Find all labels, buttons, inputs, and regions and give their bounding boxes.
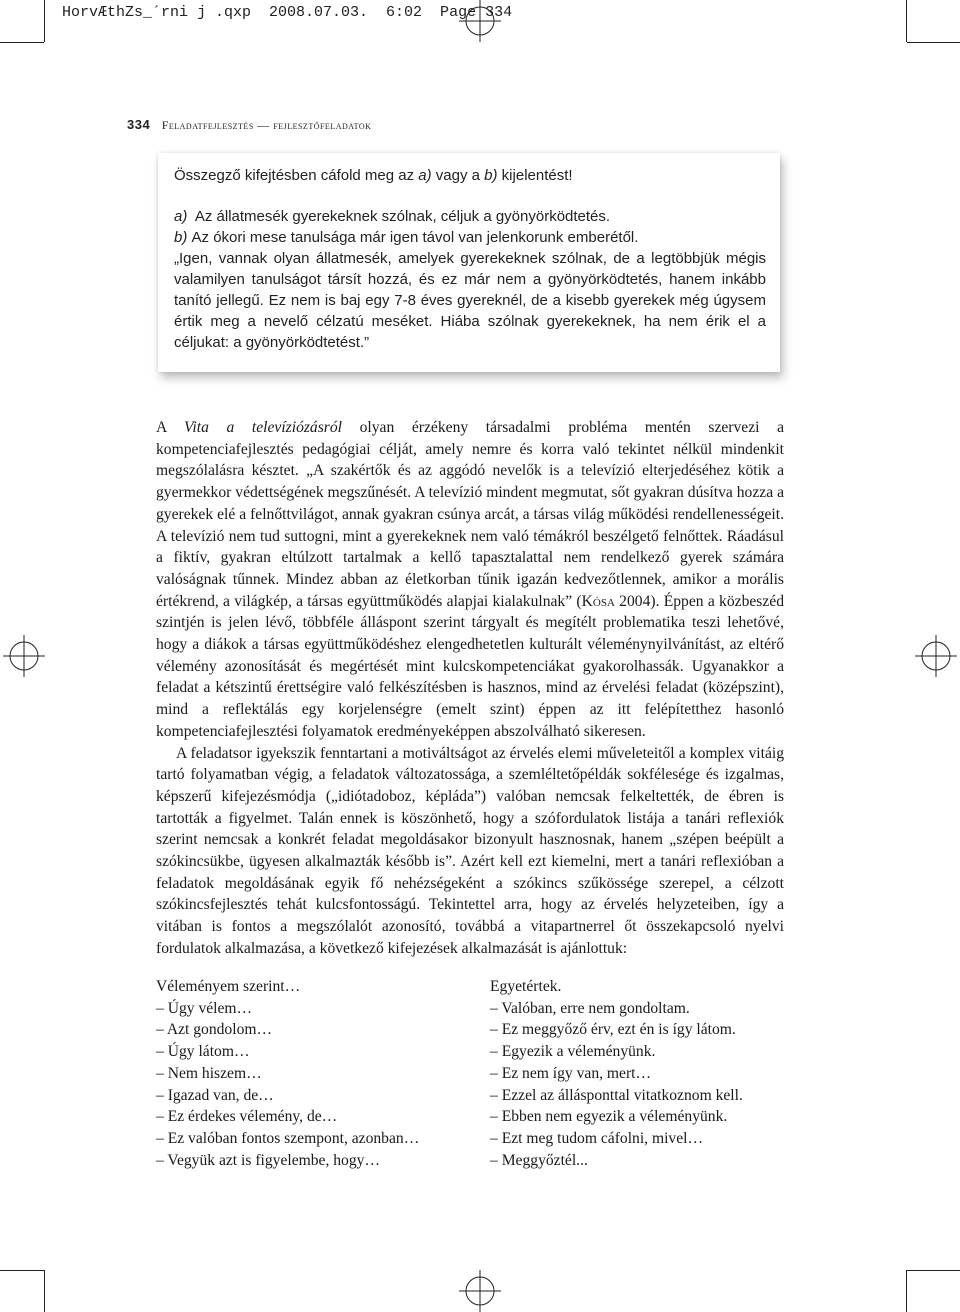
statement-a: a) Az állatmesék gyerekeknek szólnak, céljuk a gyönyörködtetés. — [174, 208, 611, 225]
list-item: – Egyezik a véleményünk. — [490, 1043, 656, 1061]
list-item: – Valóban, erre nem gondoltam. — [490, 999, 690, 1017]
print-slug: HorvÆthZs_´rni j .qxp 2008.07.03. 6:02 Page 334 — [62, 4, 513, 21]
statement-b: b) Az ókori mese tanulsága már igen távol van jelenkorunk emberétől. — [174, 229, 639, 246]
registration-mark-icon — [3, 635, 45, 677]
phrase-list-agreement — [490, 976, 743, 1171]
phrase-list-opinion — [156, 976, 419, 1171]
list-item: – Ezzel az állásponttal vitatkoznom kell. — [490, 1086, 743, 1104]
sample-answer: „Igen, vannak olyan állatmesék, amelyek gyerekeknek szólnak, de a legtöbbjük mégis valamilyen tanulságot társít hozzá, és ez már nem a gyönyörködtetés, hanem inkább tanító jellegű. Ez nem is baj egy 7-8 éves gyereknél, de a kisebb gyerekek még úgysem értik meg a nevelő célzatú meséket. Hiába szólnak gyerekeknek, ha nem érik el a céljukat: a gyönyörködtetést.” — [174, 250, 766, 351]
registration-mark-icon — [459, 0, 501, 42]
list-item: – Ebben nem egyezik a véleményünk. — [490, 1108, 728, 1126]
crop-mark — [0, 42, 44, 43]
list-item: Véleményem szerint… — [156, 978, 301, 995]
crop-mark — [906, 1270, 907, 1312]
list-item: – Meggyőztél... — [490, 1151, 588, 1169]
crop-mark — [44, 1270, 45, 1312]
page-number: 334 — [127, 117, 151, 132]
running-header — [127, 117, 371, 133]
list-item: – Igazad van, de… — [156, 1086, 274, 1104]
list-item: – Ez meggyőző érv, ezt én is így látom. — [490, 1021, 736, 1039]
list-item: – Úgy vélem… — [156, 999, 253, 1017]
body-text — [156, 417, 784, 960]
running-title: Feladatfejlesztés — fejlesztőfeladatok — [161, 118, 372, 132]
paragraph: A feladatsor igyekszik fenntartani a motiváltságot az érvelés elemi műveleteitől a komplex vitáig tartó folyamatban végig, a feladatok változatossága, a szemléltetőpéldák sokfélesége és izgalmas, képszerű kifejezésmódja („idiótadoboz, képláda”) valóban nemcsak felkeltették, de ébren is tartották a figyelmet. Talán ennek is köszönhető, hogy a szófordulatok listája a tanári reflexiók szerint nemcsak a konkrét feladat megoldásakor bizonyult hasznosnak, hanem „szépen beépült a szókincsükbe, ügyesen alkalmazták később is”. Azért kell ezt kiemelni, mert a tanári reflexióban a feladatok megoldásának egyik fő nehézségeként a szókincs szűkössége szerepel, a célzott szókincsfejlesztés tehát kulcsfontosságú. Tekintettel arra, hogy az érvelés helyzeteiben, így a vitában is fontos a megszólalót azonosító, továbbá a vitapartnerrel őt összekapcsoló nyelvi fordulatok alkalmazása, a következő kifejezések alkalmazását is ajánlottuk: — [156, 744, 784, 957]
list-item: – Ez érdekes vélemény, de… — [156, 1108, 338, 1126]
registration-mark-icon — [459, 1270, 501, 1312]
crop-mark — [0, 1270, 44, 1271]
list-item: – Vegyük azt is figyelembe, hogy… — [156, 1151, 381, 1169]
registration-mark-icon — [915, 635, 957, 677]
list-item: – Ez nem így van, mert… — [490, 1064, 652, 1082]
list-item: Egyetértek. — [490, 978, 562, 995]
task-box — [158, 153, 780, 372]
crop-mark — [44, 0, 45, 42]
task-instruction: Összegző kifejtésben cáfold meg az a) vagy a b) kijelentést! — [174, 167, 573, 184]
crop-mark — [906, 0, 907, 42]
list-item: – Nem hiszem… — [156, 1064, 262, 1082]
list-item: – Úgy látom… — [156, 1043, 250, 1061]
crop-mark — [907, 1270, 960, 1271]
list-item: – Ezt meg tudom cáfolni, mivel… — [490, 1129, 704, 1147]
list-item: – Azt gondolom… — [156, 1021, 273, 1039]
paragraph: A Vita a televíziózásról olyan érzékeny társadalmi probléma mentén szervezi a kompetenciafejlesztés pedagógiai célját, amely nemre és korra való tekintet nélkül mindenkit megszólalásra késztet. „A szakértők és az aggódó nevelők is a televízió elterjedéséhez kötik a gyermekkor védettségének megszűnését. A televízió mindent megmutat, sőt gyakran dúsítva hozza a gyerekek elé a felnőttvilágot, annak gyakran csúnya arcát, a társas világ működési rendellenességeit. A televízió nem tud suttogni, mint a gyerekeknek nem való témákról beszélgető felnőttek. Ráadásul a fiktív, gyakran eltúlzott tartalmak a kellő tapasztalattal nem rendelkező gyerek számára valóságnak tűnnek. Mindez abban az életkorban tűnik igazán kedvezőtlennek, amikor a morális értékrend, a világkép, a társas együttműködés alapjai kialakulnak” (Kósa 2004). Éppen a közbeszéd szintjén is jelen lévő, többféle álláspont szerint tárgyalt és megítélt problematika teszi lehetővé, hogy a diákok a társas együttműködéshez elengedhetetlen kulturált véleménynyilvánítást, az eltérő vélemény azonosítását és megértését mint kulcskompetenciákat gyakorolhassák. Ugyanakkor a feladat a kétszintű érettségire való felkészítésben is hasznos, mind az érvelési feladat (középszint), mind a reflektálás egy korjelenségre (emelt szint) éppen az itt felépítetthez hasonló kompetenciafejlesztési folyamatok eredményeképpen abszolválható sikeresen. — [156, 419, 784, 740]
list-item: – Ez valóban fontos szempont, azonban… — [156, 1129, 420, 1147]
crop-mark — [907, 42, 960, 43]
